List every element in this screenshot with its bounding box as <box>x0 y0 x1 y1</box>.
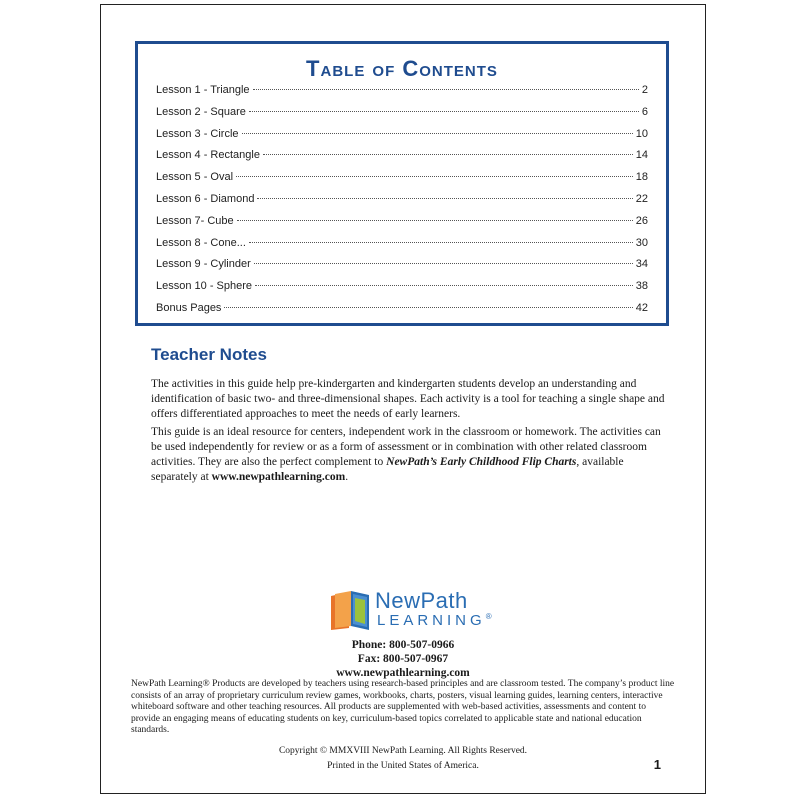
printed-in-line: Printed in the United States of America. <box>327 761 479 771</box>
toc-entry-page: 2 <box>641 84 648 96</box>
toc-entry-label: Lesson 3 - Circle <box>156 127 239 140</box>
toc-entry-page: 22 <box>635 192 648 205</box>
toc-entry-label: Lesson 10 - Sphere <box>156 280 253 293</box>
company-description: NewPath Learning® Products are developed by teachers using research-based principles and are classroom tested. The company’s product line consists of an array of proprietary curriculum review games, workbooks, charts, posters, visual learning guides, learning centers, interactive whiteboard software and other teaching resources. All products are supplemented with web-based activities, assessments and content to provide an engaging means of educating students on key, curriculum-based topics correlated to applicable state and national education standards. <box>131 679 675 735</box>
toc-entry[interactable] <box>156 106 648 128</box>
copyright-line: Copyright © MMXVIII NewPath Learning. All Rights Reserved. <box>278 746 528 756</box>
toc-entry-page: 26 <box>635 214 648 227</box>
toc-entry-label: Lesson 7- Cube <box>156 214 234 227</box>
toc-entry-label: Lesson 2 - Square <box>156 105 246 118</box>
page-number: 1 <box>653 757 661 772</box>
logo-word-newpath: NewPath <box>375 588 468 613</box>
toc-entry-page: 18 <box>635 171 648 184</box>
toc-leader-dots <box>237 220 633 221</box>
toc-entry-label: Lesson 8 - Cone... <box>156 236 246 249</box>
logo-word-learning <box>377 612 492 629</box>
toc-leader-dots <box>257 198 632 199</box>
toc-entry-page: 6 <box>641 105 648 118</box>
toc-entry[interactable] <box>156 215 648 237</box>
toc-entry[interactable] <box>156 84 648 106</box>
book-logo-icon <box>327 588 373 632</box>
toc-leader-dots <box>242 133 633 134</box>
toc-entry-label: Lesson 6 - Diamond <box>156 192 255 205</box>
toc-entry[interactable] <box>156 193 648 215</box>
toc-entry[interactable] <box>156 128 648 150</box>
website-url[interactable]: www.newpathlearning.com <box>336 667 470 679</box>
website-link[interactable]: www.newpathlearning.com <box>211 471 346 483</box>
teacher-notes-heading: Teacher Notes <box>151 345 267 364</box>
toc-leader-dots <box>224 307 632 308</box>
toc-leader-dots <box>263 154 633 155</box>
phone-number: Phone: 800-507-0966 <box>351 639 455 651</box>
newpath-learning-logo <box>327 588 492 632</box>
logo-learning-text: LEARNING <box>377 612 486 629</box>
notes-paragraph-2 <box>151 425 671 485</box>
toc-title: Table of Contents <box>306 56 498 81</box>
notes-paragraph-2-start: This guide is an ideal resource for centers, independent work in the classroom or homework. The activities can be used independently for review or as a form of assessment or in combination with other related classroom activities. They are also the perfect complement to <box>151 426 661 468</box>
flip-charts-title: NewPath’s Early Childhood Flip Charts <box>386 456 577 468</box>
notes-paragraph-2-mid: , available separately at <box>151 456 624 483</box>
toc-leader-dots <box>249 111 639 112</box>
registered-mark: ® <box>485 612 492 621</box>
toc-list <box>156 84 648 324</box>
toc-entry-label: Lesson 9 - Cylinder <box>156 258 251 271</box>
toc-entry-label: Lesson 1 - Triangle <box>156 84 250 96</box>
toc-entry[interactable] <box>156 149 648 171</box>
toc-entry-label: Lesson 4 - Rectangle <box>156 149 260 162</box>
toc-entry-page: 34 <box>635 258 648 271</box>
toc-entry[interactable] <box>156 258 648 280</box>
toc-entry[interactable] <box>156 302 648 324</box>
toc-entry-page: 42 <box>635 301 648 314</box>
toc-entry-label: Bonus Pages <box>156 301 222 314</box>
toc-entry-page: 38 <box>635 280 648 293</box>
toc-entry[interactable] <box>156 280 648 302</box>
toc-entry-page: 30 <box>635 236 648 249</box>
notes-paragraph-2-end: . <box>345 471 349 483</box>
toc-leader-dots <box>249 242 633 243</box>
toc-entry-page: 10 <box>635 127 648 140</box>
toc-leader-dots <box>236 176 633 177</box>
toc-entry[interactable] <box>156 237 648 259</box>
toc-leader-dots <box>253 89 639 90</box>
toc-entry-label: Lesson 5 - Oval <box>156 171 234 184</box>
fax-number: Fax: 800-507-0967 <box>357 653 449 665</box>
table-of-contents <box>135 41 669 326</box>
toc-leader-dots <box>255 285 633 286</box>
toc-leader-dots <box>254 263 633 264</box>
toc-entry[interactable] <box>156 171 648 193</box>
document-page <box>100 4 706 794</box>
notes-paragraph-1: The activities in this guide help pre-kindergarten and kindergarten students develop an understanding and identification of basic two- and three-dimensional shapes. Each activity is a tool for teaching a single shape and offers differentiated approaches to meet the needs of early learners. <box>151 378 665 420</box>
toc-entry-page: 14 <box>635 149 648 162</box>
